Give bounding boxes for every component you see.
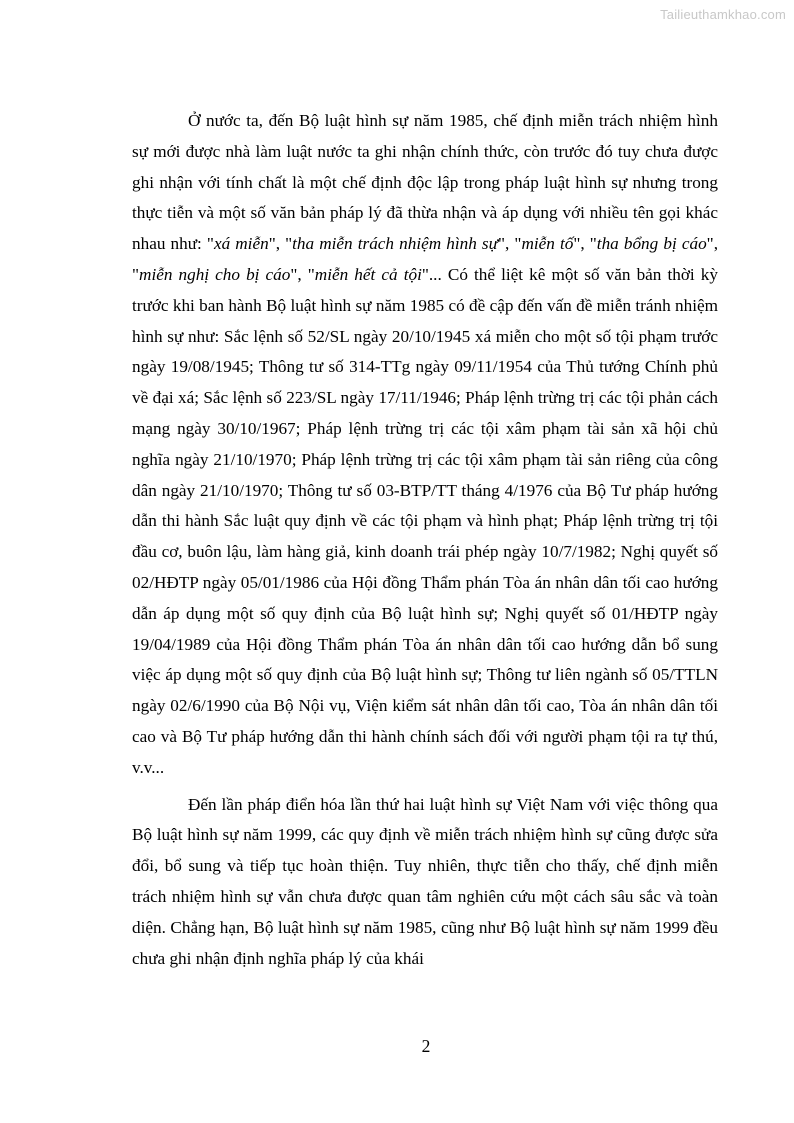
- italic-term-xa-mien: xá miễn: [213, 234, 269, 254]
- text-segment: Đến lần pháp điển hóa lần thứ hai luật hình sự Việt Nam với việc thông qua Bộ luật hình sự năm 1999, các quy định về miễn trách nhiệm hình sự cũng được sửa đổi, bổ sung và tiếp tục hoàn thiện. Tuy nhiên, thực tiễn cho thấy, chế định miễn trách nhiệm hình sự vẫn chưa được quan tâm nghiên cứu một cách sâu sắc và toàn diện. Chẳng hạn, Bộ luật hình sự năm 1985, cũng như Bộ luật hình sự năm 1999 đều chưa ghi nhận định nghĩa pháp lý của khái: [132, 794, 718, 968]
- text-segment: ", ": [268, 234, 293, 254]
- text-segment: ", ": [290, 264, 315, 284]
- italic-term-tha-bong-bi-cao: tha bổng bị cáo: [596, 234, 707, 254]
- watermark-text: Tailieuthamkhao.com: [660, 7, 786, 22]
- text-segment: ", ": [132, 234, 718, 284]
- italic-term-mien-to: miễn tố: [521, 234, 574, 254]
- page-number: 2: [421, 1036, 431, 1056]
- text-segment: ", ": [497, 234, 522, 254]
- text-segment: "... Có thể liệt kê một số văn bản thời kỳ trước khi ban hành Bộ luật hình sự năm 1985 có đề cập đến vấn đề miễn tránh nhiệm hình sự như: Sắc lệnh số 52/SL ngày 20/10/1945 xá miễn cho một số tội phạm trước ngày 19/08/1945; Thông tư số 314-TTg ngày 09/11/1954 của Thủ tướng Chính phủ về đại xá; Sắc lệnh số 223/SL ngày 17/11/1946; Pháp lệnh trừng trị các tội phản cách mạng ngày 30/10/1967; Pháp lệnh trừng trị các tội xâm phạm tài sản xã hội chủ nghĩa ngày 21/10/1970; Pháp lệnh trừng trị các tội xâm phạm tài sản riêng của công dân ngày 21/10/1970; Thông tư số 03-BTP/TT tháng 4/1976 của Bộ Tư pháp hướng dẫn thi hành Sắc luật quy định về các tội phạm và hình phạt; Pháp lệnh trừng trị tội đầu cơ, buôn lậu, làm hàng giả, kinh doanh trái phép ngày 10/7/1982; Nghị quyết số 02/HĐTP ngày 05/01/1986 của Hội đồng Thẩm phán Tòa án nhân dân tối cao hướng dẫn áp dụng một số quy định của Bộ luật hình sự; Nghị quyết số 01/HĐTP ngày 19/04/1989 của Hội đồng Thẩm phán Tòa án nhân dân tối cao hướng dẫn bổ sung việc áp dụng một số quy định của Bộ luật hình sự; Thông tư liên ngành số 05/TTLN ngày 02/6/1990 của Bộ Nội vụ, Viện kiểm sát nhân dân tối cao, Tòa án nhân dân tối cao và Bộ Tư pháp hướng dẫn thi hành chính sách đối với người phạm tội ra tự thú, v.v...: [132, 264, 718, 777]
- italic-term-mien-het-ca-toi: miễn hết cả tội: [314, 264, 422, 284]
- paragraph-2: [132, 790, 718, 975]
- document-body: [132, 106, 718, 974]
- italic-term-tha-mien-trach-nhiem: tha miễn trách nhiệm hình sự: [292, 234, 498, 254]
- italic-term-mien-nghi-cho-bi-cao: miễn nghị cho bị cáo: [139, 264, 291, 284]
- text-segment: Ở nước ta, đến Bộ luật hình sự năm 1985, chế định miễn trách nhiệm hình sự mới được nhà làm luật nước ta ghi nhận chính thức, còn trước đó tuy chưa được ghi nhận với tính chất là một chế định độc lập trong pháp luật hình sự nhưng trong thực tiễn và một số văn bản pháp lý đã thừa nhận và áp dụng với nhiều tên gọi khác nhau như: ": [132, 111, 718, 254]
- text-segment: ", ": [573, 234, 597, 254]
- paragraph-1: [132, 106, 718, 784]
